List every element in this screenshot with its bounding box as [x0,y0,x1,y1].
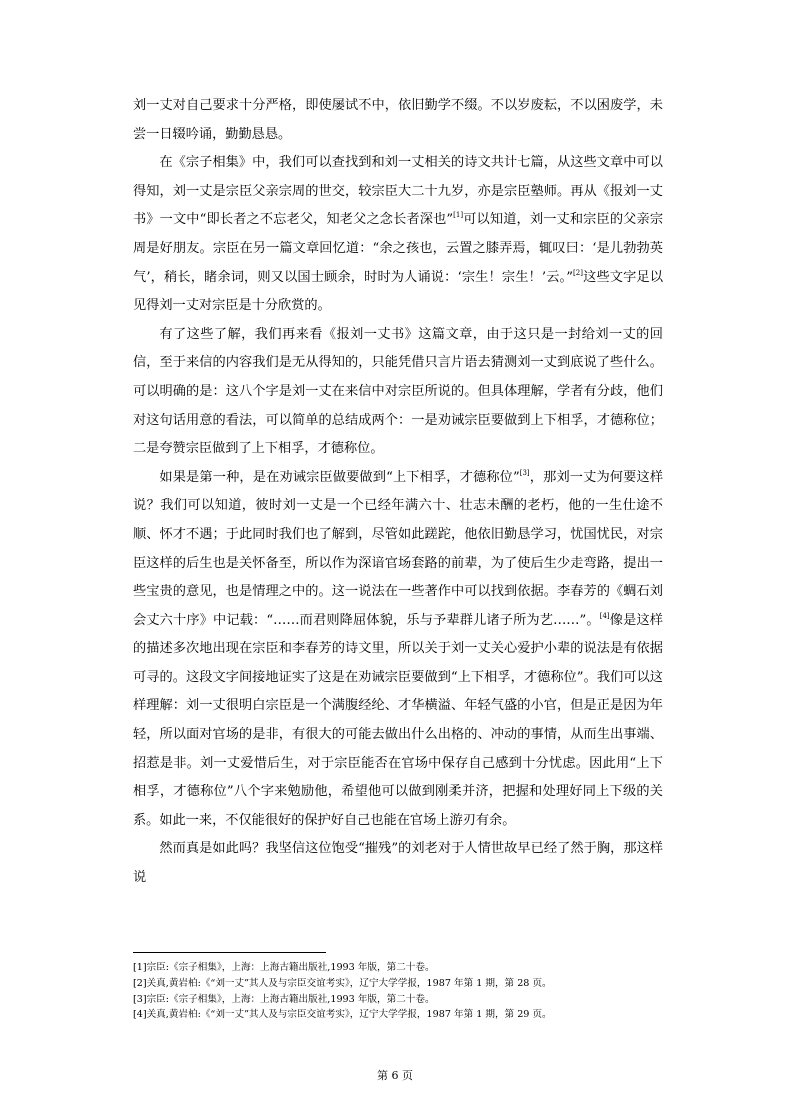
paragraph [133,321,663,464]
paragraph-text: 有了这些了解，我们再来看《报刘一丈书》这篇文章，由于这只是一封给刘一丈的回信，至于来信的内容我们是无从得知的，只能凭借只言片语去猜测刘一丈到底说了些什么。可以明确的是：这八个字是刘一丈在来信中对宗臣所说的。但具体理解，学者有分歧，他们对这句话用意的看法，可以简单的总结成两个：一是劝诫宗臣要做到上下相孚，才德称位；二是夸赞宗臣做到了上下相孚，才德称位。 [133,326,663,457]
footnote-ref: [4] [599,611,610,620]
footnote: [4]关真,黄岩柏:《“刘一丈”其人及与宗臣交谊考实》，辽宁大学学报，1987 年第 1 期，第 29 页。 [133,1009,552,1021]
paragraph-text: 然而真是如此吗？我坚信这位饱受“摧残”的刘老对于人情世故早已经了然于胸，那这样说 [133,841,663,886]
paragraph-text: 如果是第一种，是在劝诫宗臣做要做到“上下相孚，才德称位” [159,469,520,485]
page-number: 第 6 页 [377,1069,413,1082]
paragraph-text: 可以知道，刘一丈和宗臣的父亲宗周是好朋友。宗臣在另一篇文章回忆道：“余之孩也，云置之膝弄焉，辄叹曰：‘是儿勃勃英气’，稍长，睹余词，则又以国士顾余，时时为人诵说：‘宗生！宗生！’云。” [133,212,664,285]
paragraph-text: 这些文字足以见得刘一丈对宗臣是十分欣赏的。 [133,269,664,314]
paragraph-text: 像是这样的描述多次地出现在宗臣和李春芳的诗文里，所以关于刘一丈关心爱护小辈的说法是有依据可寻的。这段文字间接地证实了这是在劝诫宗臣要做到“上下相孚，才德称位”。我们可以这样理解：刘一丈很明白宗臣是一个满腹经纶、才华横溢、年轻气盛的小官，但是正是因为年轻，所以面对官场的是非，有很大的可能去做出什么出格的、冲动的事情，从而生出事端、招惹是非。刘一丈爱惜后生，对于宗臣能否在官场中保存自己感到十分忧虑。因此用“上下相孚，才德称位”八个字来勉励他，希望他可以做到刚柔并济，把握和处理好同上下级的关系。如此一来，不仅能很好的保护好自己也能在官场上游刃有余。 [133,612,663,828]
footnote: [1]宗臣:《宗子相集》，上海：上海古籍出版社,1993 年版，第二十卷。 [133,962,435,973]
footnote-ref: [3] [519,468,530,477]
footnote-ref: [1] [453,211,464,220]
body-text [133,92,663,893]
paragraph-text: 在《宗子相集》中，我们可以查找到和刘一丈相关的诗文共计七篇，从这些文章中可以得知，刘一丈是宗臣父亲宗周的世交，较宗臣大二十九岁，亦是宗臣塾师。再从《报刘一丈书》一文中“即长者之不忘老父，知老父之念长者深也” [133,155,663,228]
footnotes [133,960,673,1023]
footnote: [2]关真,黄岩柏:《“刘一丈”其人及与宗臣交谊考实》，辽宁大学学报，1987 年第 1 期，第 28 页。 [133,977,552,989]
paragraph-text: 刘一丈对自己要求十分严格，即使屡试不中，依旧勤学不缀。不以岁废耘，不以困废学，未尝一日辍吟诵，勤勤恳恳。 [133,98,663,142]
footnote-ref: [2] [573,268,583,277]
paragraph [133,464,663,836]
paragraph [133,835,663,892]
paragraph [133,92,663,149]
paragraph [133,149,663,321]
footnote: [3]宗臣:《宗子相集》，上海：上海古籍出版社,1993 年版，第二十卷。 [133,993,435,1005]
footnote-divider [133,952,326,953]
paragraph-text: ，那刘一丈为何要这样说？我们可以知道，彼时刘一丈是一个已经年满六十、壮志未酬的老朽，他的一生仕途不顺、怀才不遇；于此同时我们也了解到，尽管如此蹉跎，他依旧勤恳学习，忧国忧民，对宗臣这样的后生也是关怀备至，所以作为深谙官场套路的前辈，为了使后生少走弯路，提出一些宝贵的意见，也是情理之中的。这一说法在一些著作中可以找到依据。李春芳的《蜩石刘会丈六十序》中记载：“……而君则降屈体貌，乐与予辈群儿诸子所为艺……”。 [133,469,664,628]
